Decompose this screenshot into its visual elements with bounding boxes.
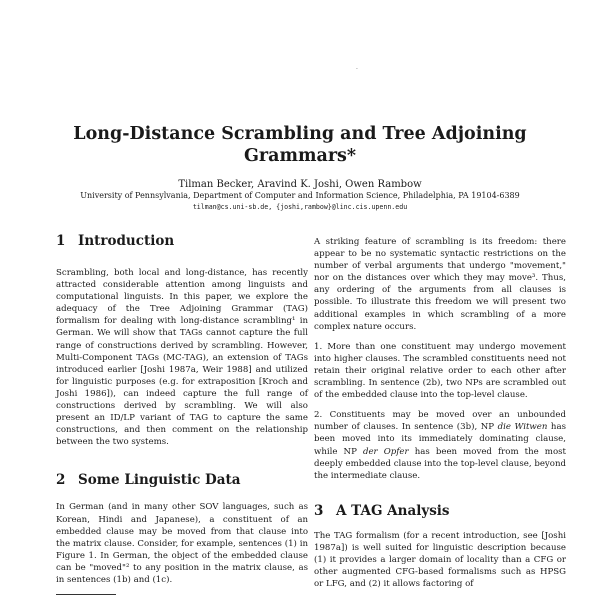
margin-mark: .: [356, 64, 358, 71]
right-column: [314, 236, 566, 598]
paper-affiliation: University of Pennsylvania, Department of Computer and Information Science, Philadelphia, PA 19104-6389: [80, 191, 520, 200]
section-heading-linguistic-data: [56, 471, 308, 489]
tag-analysis-paragraph: The TAG formalism (for a recent introduction, see [Joshi 1987a]) is well suited for linguistic description because (1) it provides a larger domain of locality than a CFG or other augmented CFG-based formalisms such as HPSG or LFG, and (2) it allows factoring of: [314, 530, 566, 590]
section-title: Introduction: [78, 233, 175, 249]
paper-authors: Tilman Becker, Aravind K. Joshi, Owen Rambow: [178, 179, 422, 190]
linguistic-data-paragraph: In German (and in many other SOV languages, such as Korean, Hindi and Japanese), a constituent of an embedded clause may be moved from that clause into the matrix clause. Consider, for example, sentences (1) in Figure 1. In German, the object of the embedded clause can be "moved"² to any position in the matrix clause, as in sentences (1b) and (1c).: [56, 502, 308, 585]
paper-emails: tilman@cs.uni-sb.de, {joshi,rambow}@linc.cis.upenn.edu: [192, 203, 408, 211]
introduction-paragraph: Scrambling, both local and long-distance, has recently attracted considerable attention among linguists and computational linguists. In this paper, we explore the adequacy of the Tree Adjoining Grammar (TAG) formalism for dealing with long-distance scrambling¹ in German. We will show that TAGs cannot capture the full range of constructions derived by scrambling. However, Multi-Component TAGs (MC-TAG), an extension of TAGs introduced earlier [Joshi 1987a, Weir 1988] and utilized for linguistic purposes (e.g. for extraposition [Kroch and Joshi 1986]), can indeed capture the full range of constructions derived by scrambling. We will also present an ID/LP variant of TAG to capture the same constructions, and then comment on the relationship between the two systems.: [56, 268, 308, 448]
section-title: A TAG Analysis: [336, 502, 450, 519]
example-2-paragraph: 2. Constituents may be moved over an unbounded number of clauses. In sentence (3b), NP die Witwen has been moved into its immediately dominating clause, while NP der Opfer has been moved from the most deeply embedded clause into the top-level clause, beyond the intermediate clause.: [314, 410, 566, 481]
np-emphasis: die Witwen: [497, 422, 548, 433]
section-title: Some Linguistic Data: [78, 472, 241, 489]
section-number: 3: [314, 502, 324, 519]
section-number: 2: [56, 472, 66, 489]
example-1-paragraph: 1. More than one constituent may undergo movement into higher clauses. The scrambled constituents need not retain their original relative order to each other after scrambling. In sentence (2b), two NPs are scrambled out of the embedded clause into the top-level clause.: [314, 341, 566, 401]
scrambling-freedom-paragraph: A striking feature of scrambling is its freedom: there appear to be no systematic syntactic restrictions on the number of verbal arguments that undergo "movement," nor on the distances over which they may move³. Thus, any ordering of the arguments from all clauses is possible. To illustrate this freedom we will present two additional examples in which scrambling of a more complex nature occurs.: [314, 237, 566, 332]
section-number: 1: [56, 233, 66, 249]
footnote-rule: [56, 594, 116, 595]
np-emphasis: der Opfer: [362, 446, 409, 457]
section-heading-introduction: [56, 232, 308, 250]
section-heading-tag-analysis: [314, 502, 566, 520]
left-column: [56, 232, 308, 594]
paper-title: Long-Distance Scrambling and Tree Adjoining Grammars*: [73, 124, 527, 166]
